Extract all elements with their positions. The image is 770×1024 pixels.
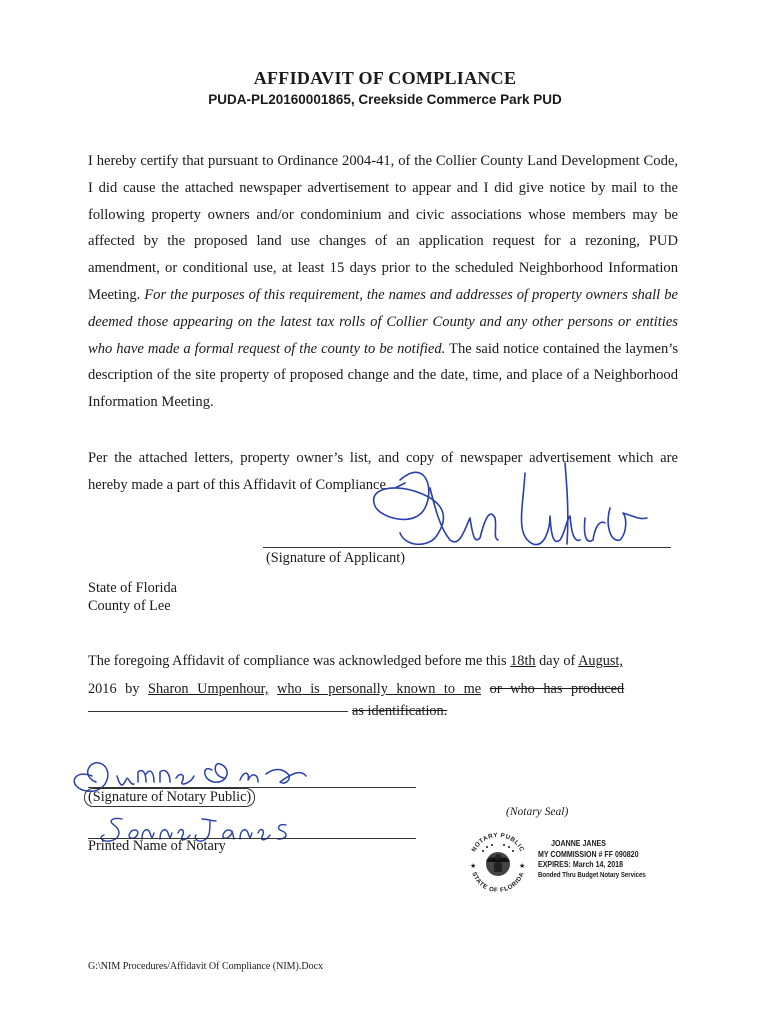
- ack-struck: or who has produced: [489, 681, 625, 697]
- svg-text:★: ★: [470, 862, 477, 870]
- ack-known: who is personally known to me: [277, 681, 482, 697]
- ack-text-2: day of: [539, 653, 576, 669]
- svg-text:★: ★: [519, 862, 526, 870]
- document-subtitle: PUDA-PL20160001865, Creekside Commerce Park PUD: [208, 92, 562, 107]
- seal-bonded: Bonded Thru Budget Notary Services: [538, 869, 646, 879]
- certification-text: I hereby certify that pursuant to Ordinance 2004-41, of the Collier County Land Development Code, I did cause the attached newspaper advertisement to appear and I did give notice by mail to the following property owners and/or condominium and civic associations whose members may be affected by the proposed land use changes of an application request for a rezoning, PUD amendment, or conditional use, at least 15 days prior to the scheduled Neighborhood Information Meeting.: [88, 153, 678, 303]
- notary-seal-label: (Notary Seal): [506, 806, 569, 818]
- attachments-paragraph: Per the attached letters, property owner’s list, and copy of newspaper advertisement which are hereby made a part of this Affidavit of Compliance: [88, 450, 678, 493]
- ack-day: 18th: [510, 653, 536, 669]
- acknowledgment-line-1: [88, 653, 678, 670]
- certification-paragraph: [88, 148, 678, 416]
- county-label: County of Lee: [88, 598, 171, 614]
- certification-closing-text: The said notice contained the laymen’s description of the site property of proposed change and the date, time, and place of a Neighborhood Information Meeting.: [88, 340, 679, 411]
- applicant-signature-label: (Signature of Applicant): [266, 550, 405, 566]
- seal-commission: MY COMMISSION # FF 090820: [538, 848, 639, 859]
- seal-ring-top: NOTARY PUBLIC: [470, 831, 526, 854]
- ack-struck-identification: as identification.: [352, 703, 448, 719]
- certification-italic-text: For the purposes of this requirement, the names and addresses of property owners shall be deemed those appearing on the latest tax rolls of Collier County and any other persons or entities who have made a formal request of the county to be notified.: [88, 286, 678, 357]
- identification-blank-line: [88, 711, 348, 712]
- florida-notary-seal: [463, 827, 533, 897]
- seal-text-block: [538, 838, 653, 880]
- seal-notary-name: JOANNE JANES: [551, 838, 606, 848]
- printed-name-label: Printed Name of Notary: [88, 838, 226, 854]
- seal-expires: EXPIRES: March 14, 2018: [538, 859, 623, 870]
- ack-month: August,: [578, 653, 623, 669]
- seal-ring-bottom: STATE OF FLORIDA: [470, 871, 526, 895]
- document-footer-path: G:\NIM Procedures/Affidavit Of Compliance (NIM).Docx: [88, 961, 324, 972]
- applicant-handwritten-signature: [355, 448, 655, 568]
- ack-text-1: The foregoing Affidavit of compliance was acknowledged before me this: [88, 653, 507, 669]
- ack-name: Sharon Umpenhour,: [148, 681, 269, 697]
- ack-year: 2016 by: [88, 681, 140, 697]
- document-title: AFFIDAVIT OF COMPLIANCE: [253, 68, 517, 88]
- acknowledgment-line-2: [88, 681, 678, 698]
- notary-signature-label: (Signature of Notary Public): [84, 788, 255, 807]
- svg-text:NOTARY PUBLIC: [470, 832, 525, 853]
- state-label: State of Florida: [88, 580, 177, 596]
